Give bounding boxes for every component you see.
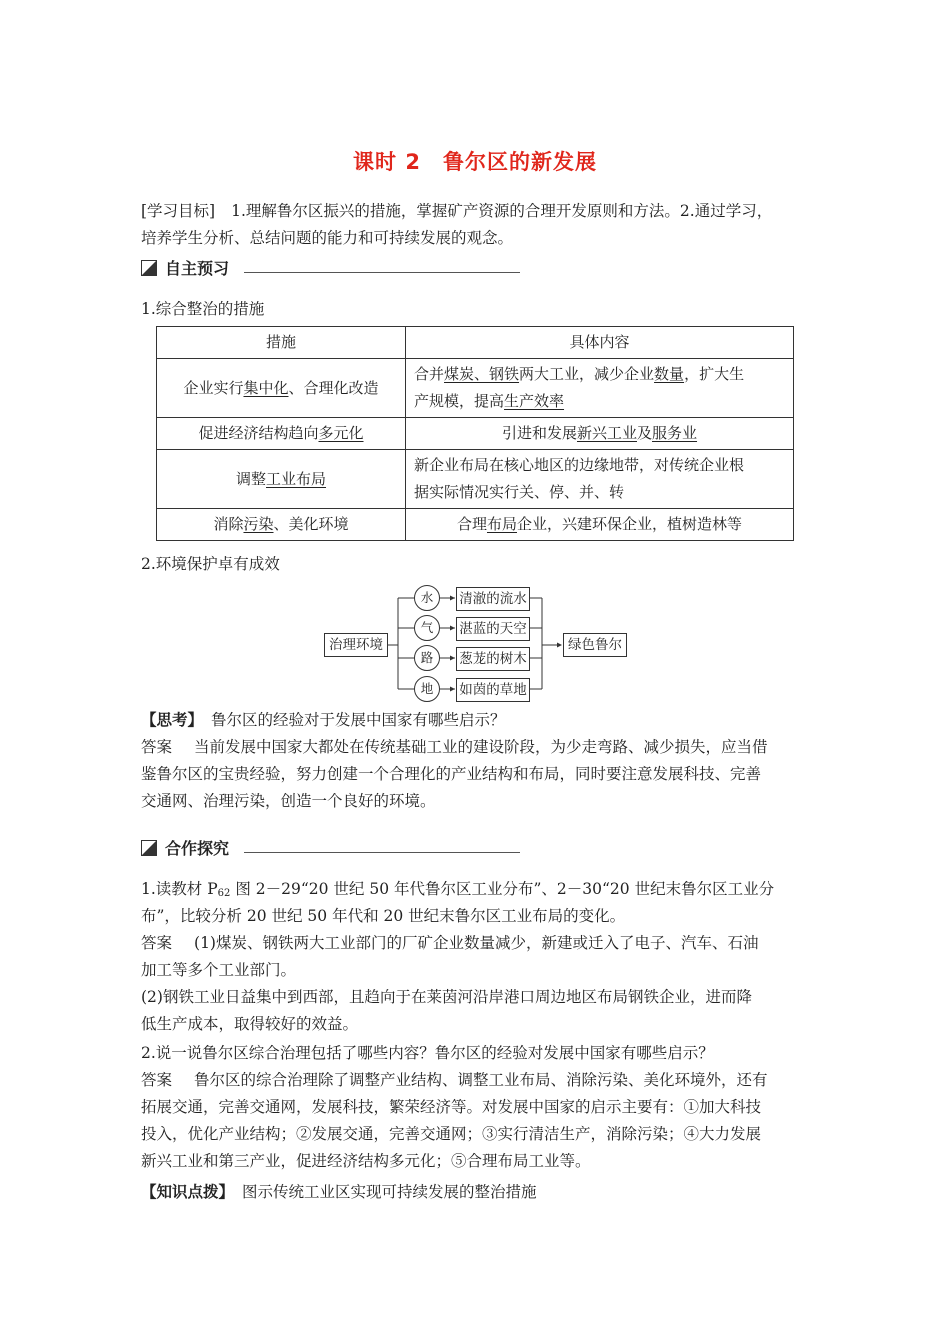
table-row: [157, 418, 794, 450]
diagram-circle-air: 气: [414, 615, 440, 641]
section-title-preview: 自主预习: [165, 259, 230, 278]
tip-text: 图示传统工业区实现可持续发展的整治措施: [242, 1183, 537, 1201]
goals-tag: [学习目标]: [141, 202, 216, 220]
goals-text-1: 1.理解鲁尔区振兴的措施，掌握矿产资源的合理开发原则和方法。2.通过学习，: [231, 202, 773, 220]
table-cell-content: 合理布局企业，兴建环保企业，植树造林等: [406, 509, 794, 541]
knowledge-tip: [141, 1179, 537, 1206]
p2-answer-2: 拓展交通，完善交通网，发展科技，繁荣经济等。对发展中国家的启示主要有：①加大科技: [141, 1098, 762, 1116]
section-divider: [244, 852, 520, 853]
p1-answer-2: 加工等多个工业部门。: [141, 961, 297, 979]
p2-answer-1: 答案 鲁尔区的综合治理除了调整产业结构、调整工业布局、消除污染、美化环境外，还有: [141, 1071, 768, 1089]
think-tag: 【思考】: [141, 711, 204, 729]
environment-flow-diagram: [320, 585, 630, 705]
p1-question-2: 布”，比较分析 20 世纪 50 年代和 20 世纪末鲁尔区工业布局的变化。: [141, 907, 626, 925]
section-title-explore: 合作探究: [165, 839, 230, 858]
table-cell-content: 新企业布局在核心地区的边缘地带，对传统企业根 据实际情况实行关、停、并、转: [406, 450, 794, 509]
think-answer-2: 鉴鲁尔区的宝贵经验，努力创建一个合理化的产业结构和布局，同时要注意发展科技、完善: [141, 765, 762, 783]
p1-answer-1: 答案 (1)煤炭、钢铁两大工业部门的厂矿企业数量减少，新建或迁入了电子、汽车、石油: [141, 934, 759, 952]
section-square-icon: [141, 260, 157, 276]
section-divider: [244, 272, 520, 273]
think-question: [141, 707, 506, 734]
think-question-text: 鲁尔区的经验对于发展中国家有哪些启示？: [211, 711, 506, 729]
diagram-box-green-ruhr: 绿色鲁尔: [563, 633, 627, 657]
p2-question: 2.说一说鲁尔区综合治理包括了哪些内容？鲁尔区的经验对发展中国家有哪些启示？: [141, 1044, 714, 1062]
table-row: [157, 450, 794, 509]
table-header-row: [157, 327, 794, 359]
table-cell-measure: 企业实行集中化、合理化改造: [157, 359, 406, 418]
diagram-circle-road: 路: [414, 645, 440, 671]
tip-tag: 【知识点拨】: [141, 1183, 235, 1201]
table-cell-content: 合并煤炭、钢铁两大工业，减少企业数量，扩大生 产规模，提高生产效率: [406, 359, 794, 418]
learning-goals-line1: [141, 198, 772, 225]
table-cell-measure: 调整工业布局: [157, 450, 406, 509]
table-row: [157, 359, 794, 418]
p1-answer-3: (2)钢铁工业日益集中到西部，且趋向于在莱茵河沿岸港口周边地区布局钢铁企业，进而降: [141, 988, 752, 1006]
page-title: 课时 2 鲁尔区的新发展: [353, 150, 597, 174]
diagram-circle-water: 水: [414, 585, 440, 611]
p1-answer-4: 低生产成本，取得较好的效益。: [141, 1015, 359, 1033]
diagram-box-govern: 治理环境: [324, 633, 388, 657]
p2-answer-3: 投入，优化产业结构；②发展交通，完善交通网；③实行清洁生产，消除污染；④大力发展: [141, 1125, 762, 1143]
diagram-box-land: 如茵的草地: [456, 678, 530, 702]
diagram-box-water: 清澈的流水: [456, 587, 530, 611]
measures-table: [156, 326, 794, 541]
table-cell-content: 引进和发展新兴工业及服务业: [406, 418, 794, 450]
section-header-explore: [141, 836, 229, 859]
q1-title: 1.综合整治的措施: [141, 300, 265, 318]
table-row: [157, 509, 794, 541]
table-header-cell: 具体内容: [406, 327, 794, 359]
think-answer-3: 交通网、治理污染，创造一个良好的环境。: [141, 792, 436, 810]
p1-question-1: 1.读教材 $P_{62}$ 图 2－29“20 世纪 50 年代鲁尔区工业分布”、2－30“20 世纪末鲁尔区工业分: [141, 880, 775, 899]
goals-text-2: 培养学生分析、总结问题的能力和可持续发展的观念。: [141, 229, 514, 247]
table-cell-measure: 促进经济结构趋向多元化: [157, 418, 406, 450]
section-header-preview: [141, 256, 229, 279]
p2-answer-4: 新兴工业和第三产业，促进经济结构多元化；⑤合理布局工业等。: [141, 1152, 591, 1170]
table-header-cell: 措施: [157, 327, 406, 359]
table-cell-measure: 消除污染、美化环境: [157, 509, 406, 541]
section-square-icon: [141, 840, 157, 856]
diagram-box-road: 葱茏的树木: [456, 647, 530, 671]
q2-title: 2.环境保护卓有成效: [141, 555, 280, 573]
diagram-circle-land: 地: [414, 676, 440, 702]
diagram-box-air: 湛蓝的天空: [456, 617, 530, 641]
think-answer-1: 答案 当前发展中国家大都处在传统基础工业的建设阶段，为少走弯路、减少损失，应当借: [141, 738, 768, 756]
